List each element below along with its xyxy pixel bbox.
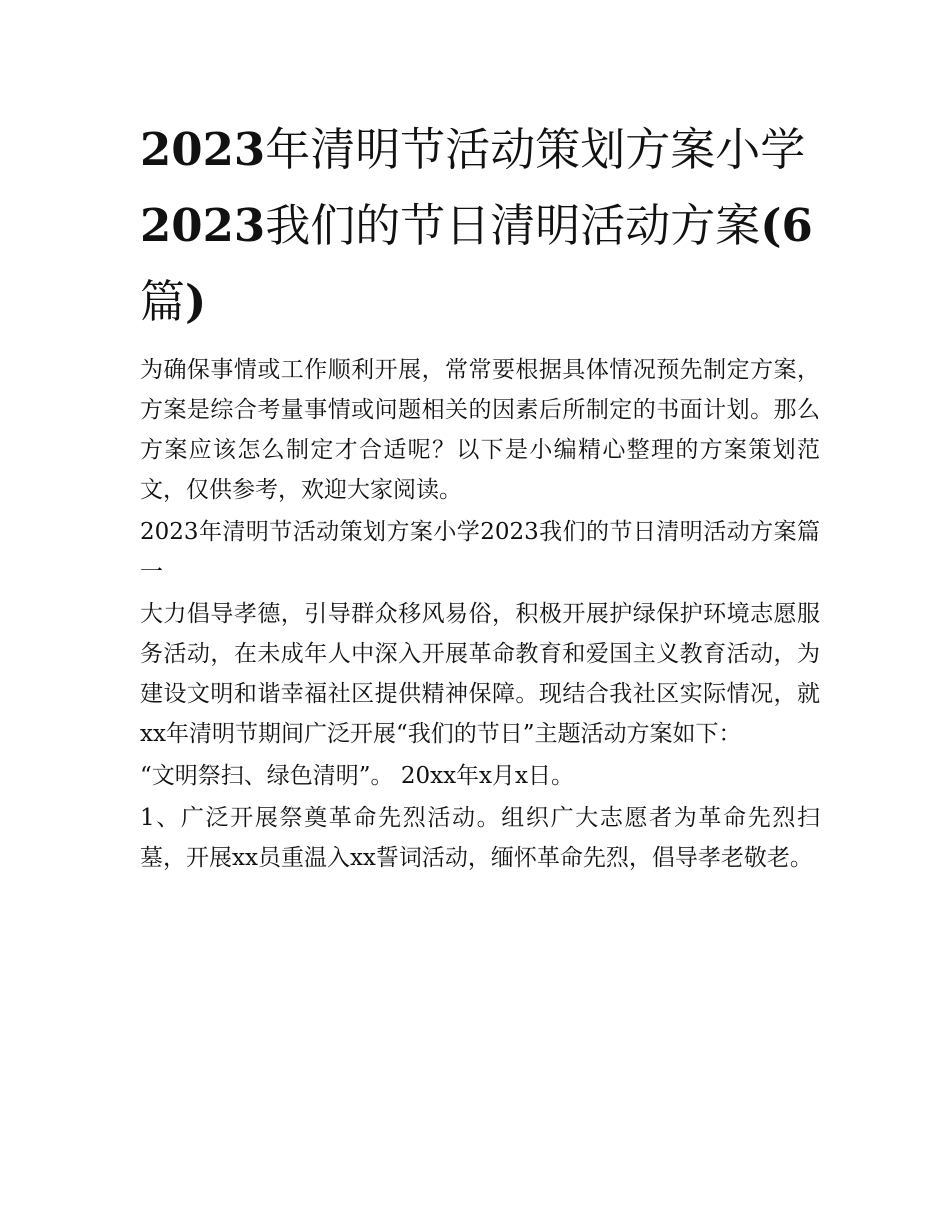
body-paragraph: 大力倡导孝德，引导群众移风易俗，积极开展护绿保护环境志愿服务活动，在未成年人中深入开展革命教育和爱国主义教育活动，为建设文明和谐幸福社区提供精神保障。现结合我社区实际情况，就xx年清明节期间广泛开展“我们的节日”主题活动方案如下： bbox=[140, 601, 820, 747]
title-part: 2023 bbox=[140, 123, 266, 176]
title-part: ) bbox=[185, 275, 207, 328]
body-paragraph: “文明祭扫、绿色清明”。 20xx年x月x日。 bbox=[140, 763, 574, 789]
title-part: 我们的节日清明活动方案 bbox=[265, 199, 761, 252]
title-part: 年清明节活动策划方案小学 bbox=[265, 123, 806, 176]
intro-paragraph: 为确保事情或工作顺利开展，常常要根据具体情况预先制定方案，方案是综合考量事情或问题相关的因素后所制定的书面计划。那么方案应该怎么制定才合适呢？以下是小编精心整理的方案策划范文，仅供参考，欢迎大家阅读。 bbox=[140, 357, 820, 503]
document-page bbox=[140, 112, 820, 880]
document-title bbox=[140, 112, 820, 340]
section-heading: 2023年清明节活动策划方案小学2023我们的节日清明活动方案篇一 bbox=[140, 519, 820, 585]
title-part: 2023 bbox=[140, 199, 266, 252]
body-paragraph: 1、广泛开展祭奠革命先烈活动。组织广大志愿者为革命先烈扫墓，开展xx员重温入xx誓词活动，缅怀革命先烈，倡导孝老敬老。 bbox=[140, 805, 820, 871]
title-part: (6 bbox=[760, 199, 813, 252]
title-part: 篇 bbox=[140, 275, 186, 328]
